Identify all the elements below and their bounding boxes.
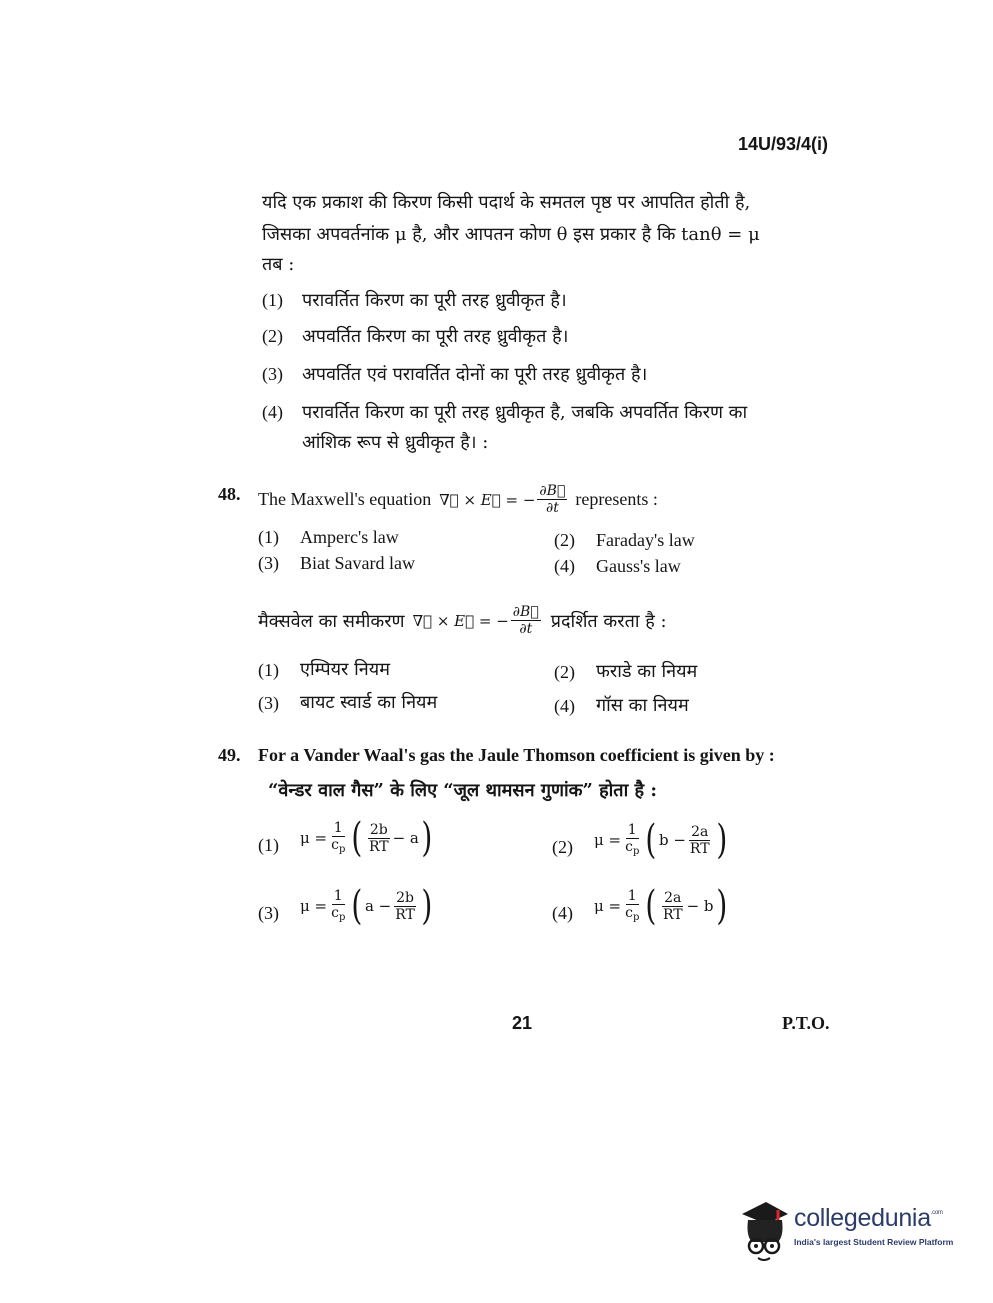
q49-option-num: (4) — [552, 903, 573, 923]
frac-one: 1 — [627, 822, 637, 838]
formula-fraction — [688, 825, 712, 856]
q48-option-num: (2) — [554, 530, 575, 550]
formula-post: − a — [392, 829, 419, 847]
cp-c: c — [625, 905, 633, 921]
q47-option-num: (1) — [262, 290, 283, 310]
one-over-cp — [623, 823, 641, 857]
q48-eq-fraction — [537, 484, 567, 515]
q48-number: 48. — [218, 484, 241, 504]
right-paren: ) — [421, 883, 433, 929]
fraction-num: 2b — [369, 821, 388, 838]
cp-sub: p — [338, 912, 346, 923]
q48-option-text: Biat Savard law — [300, 553, 415, 573]
fraction-den: RT — [368, 838, 389, 855]
q48-hindi-before: मैक्सवेल का समीकरण — [258, 610, 405, 632]
frac-one: 1 — [627, 888, 637, 904]
q48-option-num: (4) — [554, 556, 575, 576]
q48-hindi-option-text: एम्पियर नियम — [300, 659, 390, 680]
q47-option-text: परावर्तित किरण का पूरी तरह ध्रुवीकृत है। — [302, 290, 567, 311]
q48-stem-before: The Maxwell's equation — [258, 489, 432, 509]
q49-option-formula — [300, 815, 434, 861]
q49-option-formula — [300, 883, 434, 929]
q48-hindi-equation — [413, 605, 543, 636]
q48-hindi-option-text: गॉस का नियम — [596, 695, 689, 716]
q48-option-text: Amperc's law — [300, 527, 399, 547]
q49-hindi-stem: “वेन्डर वाल गैस” के लिए “जूल थामसन गुणांक” होता है : — [268, 780, 657, 801]
q48-hindi-eq-den: ∂t — [519, 621, 533, 637]
q48-hindi-option-num: (3) — [258, 693, 279, 713]
q48-hindi-option-text: फराडे का नियम — [596, 661, 698, 682]
page-number: 21 — [512, 1013, 533, 1033]
q48-option-text: Gauss's law — [596, 556, 681, 576]
q49-option-formula — [594, 817, 729, 863]
frac-one: 1 — [333, 820, 343, 836]
fraction-num: 2a — [691, 823, 709, 840]
q48-hindi-eq-lhs: ∇⃗ × E⃗ = − — [412, 611, 509, 630]
cp-c: c — [331, 837, 339, 853]
mascot-icon — [738, 1198, 792, 1264]
formula-pre: b − — [658, 831, 686, 849]
q48-eq-lhs: ∇⃗ × E⃗ = − — [439, 490, 536, 509]
formula-pre: a − — [364, 897, 392, 915]
q47-stem-line3: तब : — [262, 254, 295, 275]
cp-c: c — [625, 839, 633, 855]
mu-symbol: μ = — [594, 831, 622, 849]
logo-tm: .com — [930, 1210, 943, 1216]
mu-symbol: μ = — [300, 897, 328, 915]
left-paren: ( — [351, 815, 363, 861]
fraction-den: RT — [395, 906, 415, 923]
q48-hindi-option-num: (2) — [554, 662, 575, 682]
q48-hindi-option-num: (4) — [554, 696, 575, 716]
q48-hindi-eq-fraction — [511, 605, 541, 636]
q48-hindi-after: प्रदर्शित करता है : — [550, 610, 667, 632]
formula-fraction — [393, 891, 417, 922]
q47-option-num: (4) — [262, 402, 283, 422]
cp-sub: p — [338, 844, 346, 855]
q49-option-num: (2) — [552, 837, 573, 857]
q47-option-text: परावर्तित किरण का पूरी तरह ध्रुवीकृत है, जबकि अपवर्तित किरण का — [302, 402, 748, 423]
q49-option-num: (3) — [258, 903, 279, 923]
q49-number: 49. — [218, 745, 241, 765]
frac-one: 1 — [333, 888, 343, 904]
fraction-num: 2b — [396, 889, 414, 906]
right-paren: ) — [421, 815, 433, 861]
formula-post: − b — [686, 897, 714, 915]
q47-stem-line1: यदि एक प्रकाश की किरण किसी पदार्थ के समतल पृष्ठ पर आपतित होती है, — [262, 192, 751, 213]
right-paren: ) — [715, 883, 727, 929]
formula-fraction — [661, 891, 685, 922]
q48-option-text: Faraday's law — [596, 530, 695, 550]
mu-symbol: μ = — [594, 897, 622, 915]
one-over-cp — [329, 889, 347, 923]
cp-sub: p — [632, 912, 640, 923]
logo-name: collegedunia — [794, 1204, 931, 1232]
q48-option-num: (1) — [258, 527, 279, 547]
q48-eq-den: ∂t — [545, 500, 559, 516]
collegedunia-logo — [738, 1198, 963, 1270]
q48-hindi-eq-num: ∂B⃗ — [512, 604, 539, 620]
pto-label: P.T.O. — [782, 1013, 830, 1033]
q49-stem: For a Vander Waal's gas the Jaule Thomson coefficient is given by : — [258, 745, 775, 765]
mu-symbol: μ = — [300, 829, 328, 847]
q49-option-num: (1) — [258, 835, 279, 855]
q48-hindi-option-num: (1) — [258, 660, 279, 680]
logo-tagline: India's largest Student Review Platform — [794, 1237, 954, 1247]
q47-option-text-cont: आंशिक रूप से ध्रुवीकृत है। : — [302, 432, 489, 453]
cp-sub: p — [632, 846, 640, 857]
right-paren: ) — [715, 817, 727, 863]
q48-eq-num: ∂B⃗ — [539, 483, 566, 499]
q48-hindi-stem — [258, 605, 667, 636]
left-paren: ( — [645, 883, 657, 929]
fraction-den: RT — [662, 906, 683, 923]
logo-wordmark — [794, 1204, 943, 1233]
q47-option-num: (3) — [262, 364, 283, 384]
q47-option-text: अपवर्तित किरण का पूरी तरह ध्रुवीकृत है। — [302, 326, 569, 347]
q47-option-num: (2) — [262, 326, 283, 346]
q48-stem — [258, 484, 658, 515]
q48-option-num: (3) — [258, 553, 279, 573]
left-paren: ( — [645, 817, 657, 863]
fraction-den: RT — [689, 840, 710, 857]
fraction-num: 2a — [664, 889, 682, 906]
q47-option-text: अपवर्तित एवं परावर्तित दोनों का पूरी तरह ध्रुवीकृत है। — [302, 364, 648, 385]
q48-stem-after: represents : — [575, 489, 658, 509]
formula-fraction — [367, 823, 391, 854]
cp-c: c — [331, 905, 339, 921]
q49-option-formula — [594, 883, 729, 929]
paper-code: 14U/93/4(i) — [738, 134, 829, 154]
q47-stem-line2: जिसका अपवर्तनांक μ है, और आपतन कोण θ इस प्रकार है कि tanθ = μ — [262, 224, 760, 245]
q48-equation — [439, 484, 569, 515]
one-over-cp — [329, 821, 347, 855]
left-paren: ( — [351, 883, 363, 929]
q48-hindi-option-text: बायट स्वार्ड का नियम — [300, 692, 438, 713]
one-over-cp — [623, 889, 641, 923]
